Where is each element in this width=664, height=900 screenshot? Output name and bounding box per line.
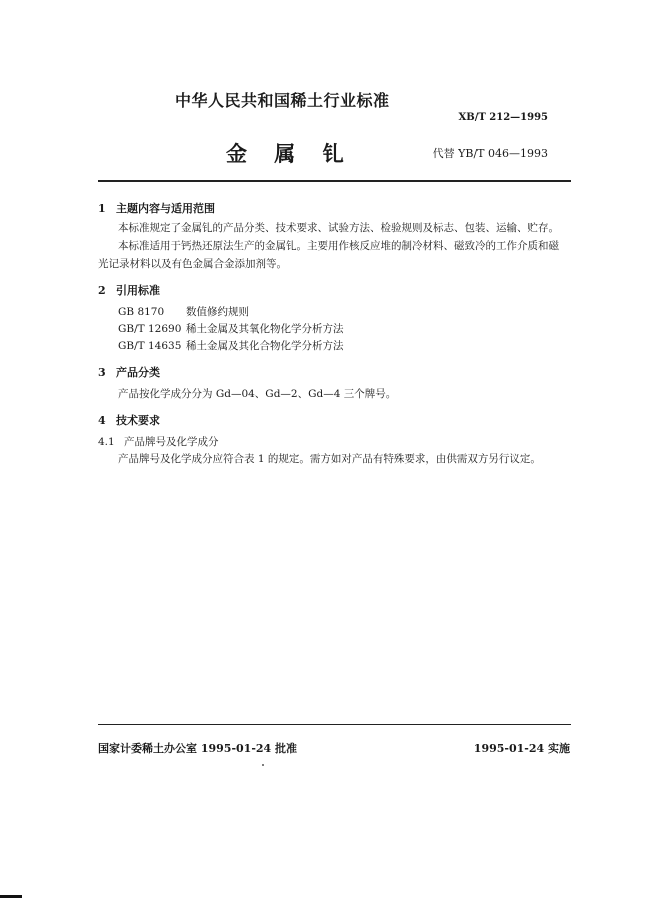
section-1-paragraph-3: 光记录材料以及有色金属合金添加剂等。 xyxy=(98,258,287,270)
scan-edge-mark xyxy=(0,895,22,898)
section-1-paragraph-2: 本标准适用于钙热还原法生产的金属钆。主要用作核反应堆的制冷材料、磁致冷的工作介质和磁 xyxy=(118,240,559,252)
section-4-heading xyxy=(98,412,160,428)
section-number: 4 xyxy=(98,414,106,427)
section-1-paragraph-1: 本标准规定了金属钆的产品分类、技术要求、试验方法、检验规则及标志、包装、运输、贮存。 xyxy=(118,222,559,234)
section-title: 引用标准 xyxy=(116,284,160,297)
subsection-number: 4.1 xyxy=(98,436,115,448)
reference-item xyxy=(118,304,249,319)
section-number: 1 xyxy=(98,202,106,215)
document-title: 金 属 钆 xyxy=(226,141,354,166)
footer-divider xyxy=(98,724,571,725)
subsection-4-1-text: 产品牌号及化学成分应符合表 1 的规定。需方如对产品有特殊要求，由供需双方另行议定。 xyxy=(118,453,541,465)
standard-number: XB/T 212—1995 xyxy=(458,112,548,123)
section-title: 主题内容与适用范围 xyxy=(116,202,215,215)
replaces-standard: 代替 YB/T 046—1993 xyxy=(432,147,548,160)
subsection-title: 产品牌号及化学成分 xyxy=(124,436,219,448)
section-3-paragraph: 产品按化学成分分为 Gd—04、Gd—2、Gd—4 三个牌号。 xyxy=(118,388,397,400)
reference-code: GB 8170 xyxy=(118,306,165,318)
scan-speck xyxy=(262,764,264,766)
reference-title: 稀土金属及其氧化物化学分析方法 xyxy=(186,323,344,335)
reference-title: 数值修约规则 xyxy=(186,306,249,318)
subsection-4-1-heading xyxy=(98,434,219,450)
approval-line: 国家计委稀土办公室 1995-01-24 批准 xyxy=(98,742,298,755)
issuer-title: 中华人民共和国稀土行业标准 xyxy=(175,91,390,110)
reference-code: GB/T 12690 xyxy=(118,323,182,335)
reference-item xyxy=(118,338,344,353)
section-title: 技术要求 xyxy=(116,414,160,427)
reference-code: GB/T 14635 xyxy=(118,340,182,352)
section-number: 3 xyxy=(98,366,106,379)
section-2-heading xyxy=(98,282,160,298)
reference-item xyxy=(118,321,344,336)
reference-title: 稀土金属及其化合物化学分析方法 xyxy=(186,340,344,352)
section-title: 产品分类 xyxy=(116,366,160,379)
implementation-date: 1995-01-24 实施 xyxy=(473,742,570,755)
header-divider xyxy=(98,180,571,182)
section-1-heading xyxy=(98,200,215,216)
section-3-heading xyxy=(98,364,160,380)
section-number: 2 xyxy=(98,284,106,297)
